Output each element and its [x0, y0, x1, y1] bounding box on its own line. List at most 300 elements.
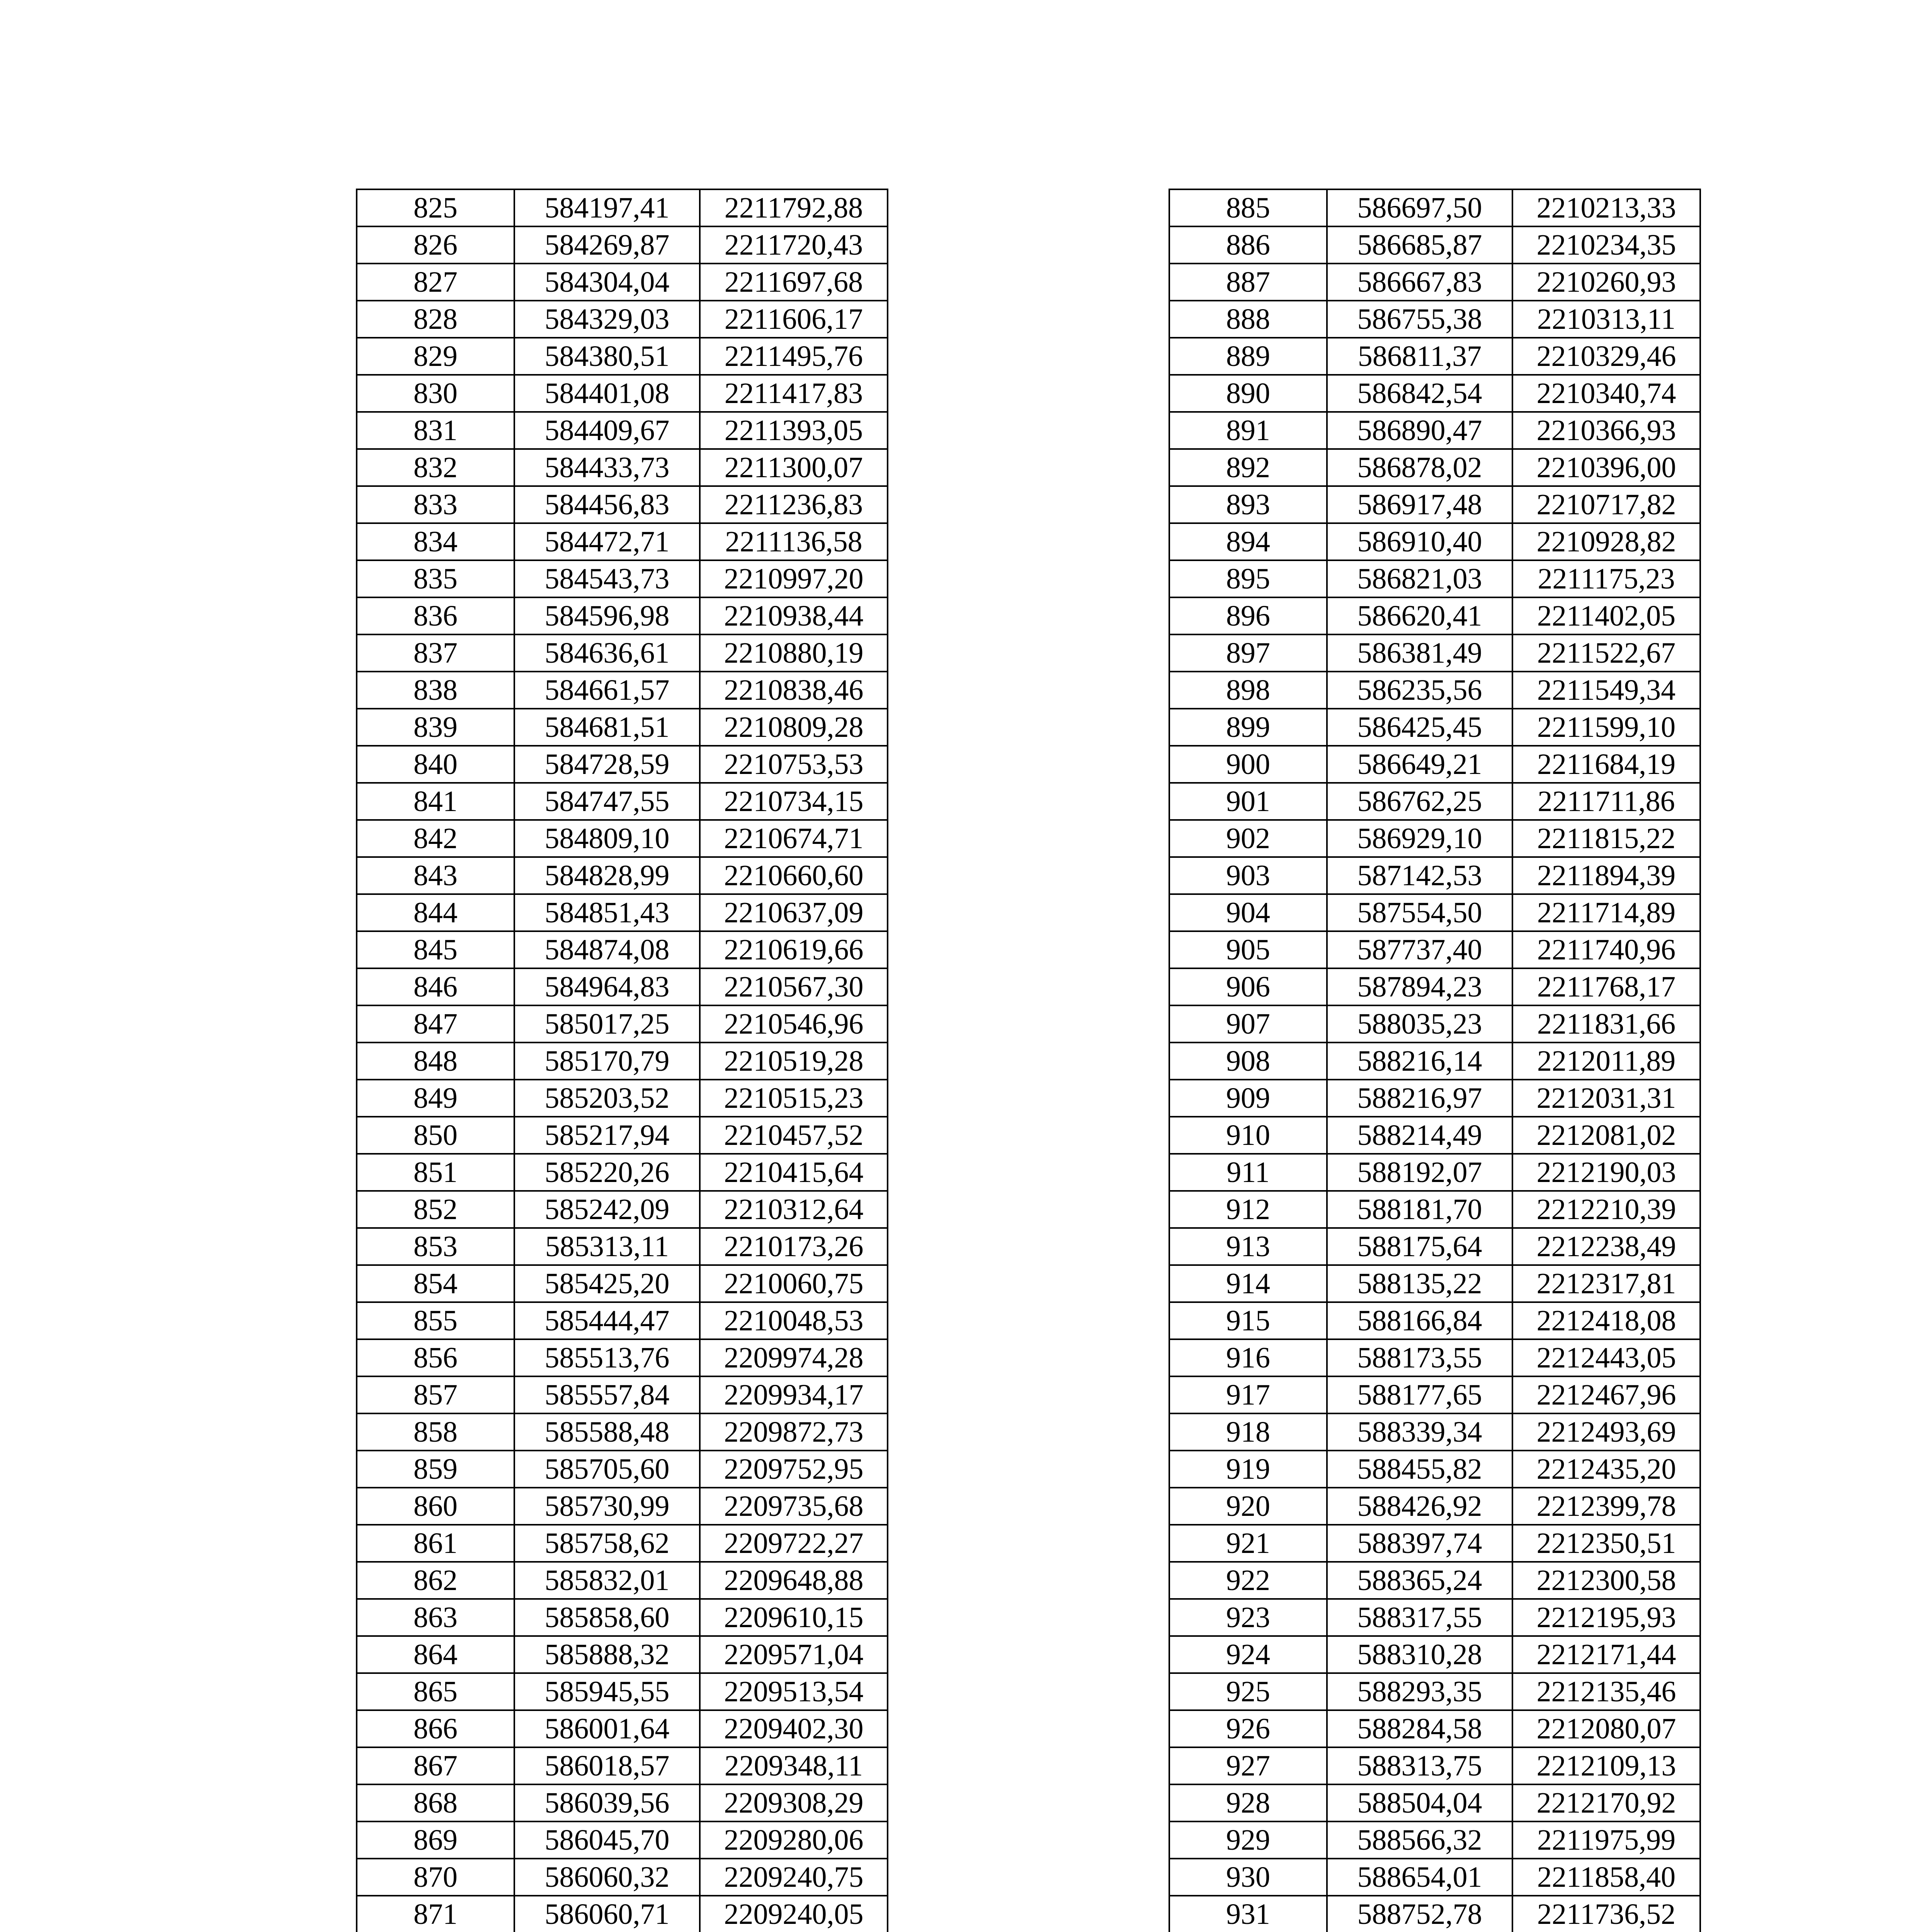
- x-coordinate-cell: 586039,56: [514, 1784, 700, 1821]
- y-coordinate-cell: 2209735,68: [700, 1488, 888, 1525]
- table-row: [1169, 560, 1700, 597]
- point-number-cell: 858: [357, 1413, 514, 1451]
- point-number-cell: 856: [357, 1339, 514, 1376]
- y-coordinate-cell: 2211831,66: [1512, 1005, 1700, 1043]
- y-coordinate-cell: 2212238,49: [1512, 1228, 1700, 1265]
- point-number-cell: 918: [1169, 1413, 1327, 1451]
- table-row: [357, 1376, 888, 1413]
- point-number-cell: 864: [357, 1636, 514, 1673]
- point-number-cell: 927: [1169, 1747, 1327, 1784]
- table-row: [357, 857, 888, 894]
- point-number-cell: 889: [1169, 338, 1327, 375]
- point-number-cell: 910: [1169, 1117, 1327, 1154]
- y-coordinate-cell: 2210546,96: [700, 1005, 888, 1043]
- point-number-cell: 861: [357, 1525, 514, 1562]
- point-number-cell: 928: [1169, 1784, 1327, 1821]
- x-coordinate-cell: 585313,11: [514, 1228, 700, 1265]
- point-number-cell: 888: [1169, 301, 1327, 338]
- x-coordinate-cell: 588313,75: [1327, 1747, 1512, 1784]
- table-row: [357, 1005, 888, 1043]
- point-number-cell: 903: [1169, 857, 1327, 894]
- table-row: [1169, 1413, 1700, 1451]
- x-coordinate-cell: 588214,49: [1327, 1117, 1512, 1154]
- y-coordinate-cell: 2210173,26: [700, 1228, 888, 1265]
- y-coordinate-cell: 2211402,05: [1512, 597, 1700, 634]
- table-row: [357, 1043, 888, 1080]
- x-coordinate-cell: 586425,45: [1327, 709, 1512, 746]
- y-coordinate-cell: 2210457,52: [700, 1117, 888, 1154]
- x-coordinate-cell: 584964,83: [514, 968, 700, 1005]
- point-number-cell: 895: [1169, 560, 1327, 597]
- y-coordinate-cell: 2210519,28: [700, 1043, 888, 1080]
- y-coordinate-cell: 2209752,95: [700, 1451, 888, 1488]
- y-coordinate-cell: 2210619,66: [700, 931, 888, 968]
- y-coordinate-cell: 2210234,35: [1512, 226, 1700, 264]
- table-row: [357, 226, 888, 264]
- table-row: [357, 1896, 888, 1932]
- x-coordinate-cell: 584661,57: [514, 672, 700, 709]
- y-coordinate-cell: 2211417,83: [700, 375, 888, 412]
- x-coordinate-cell: 586878,02: [1327, 449, 1512, 486]
- coordinates-table-left: [356, 189, 888, 1932]
- y-coordinate-cell: 2212170,92: [1512, 1784, 1700, 1821]
- y-coordinate-cell: 2211495,76: [700, 338, 888, 375]
- table-row: [357, 1821, 888, 1859]
- y-coordinate-cell: 2211714,89: [1512, 894, 1700, 931]
- y-coordinate-cell: 2212467,96: [1512, 1376, 1700, 1413]
- table-row: [1169, 634, 1700, 672]
- table-row: [357, 1154, 888, 1191]
- y-coordinate-cell: 2212171,44: [1512, 1636, 1700, 1673]
- y-coordinate-cell: 2210415,64: [700, 1154, 888, 1191]
- y-coordinate-cell: 2211975,99: [1512, 1821, 1700, 1859]
- y-coordinate-cell: 2210734,15: [700, 783, 888, 820]
- y-coordinate-cell: 2210717,82: [1512, 486, 1700, 523]
- point-number-cell: 829: [357, 338, 514, 375]
- y-coordinate-cell: 2210637,09: [700, 894, 888, 931]
- x-coordinate-cell: 585425,20: [514, 1265, 700, 1302]
- table-row: [357, 1191, 888, 1228]
- point-number-cell: 862: [357, 1562, 514, 1599]
- point-number-cell: 930: [1169, 1859, 1327, 1896]
- y-coordinate-cell: 2210340,74: [1512, 375, 1700, 412]
- point-number-cell: 896: [1169, 597, 1327, 634]
- y-coordinate-cell: 2210313,11: [1512, 301, 1700, 338]
- point-number-cell: 894: [1169, 523, 1327, 560]
- point-number-cell: 834: [357, 523, 514, 560]
- x-coordinate-cell: 586890,47: [1327, 412, 1512, 449]
- point-number-cell: 841: [357, 783, 514, 820]
- y-coordinate-cell: 2212195,93: [1512, 1599, 1700, 1636]
- point-number-cell: 868: [357, 1784, 514, 1821]
- y-coordinate-cell: 2211768,17: [1512, 968, 1700, 1005]
- point-number-cell: 899: [1169, 709, 1327, 746]
- table-row: [1169, 931, 1700, 968]
- table-row: [357, 1784, 888, 1821]
- table-row: [357, 968, 888, 1005]
- y-coordinate-cell: 2211606,17: [700, 301, 888, 338]
- x-coordinate-cell: 586685,87: [1327, 226, 1512, 264]
- table-row: [357, 783, 888, 820]
- point-number-cell: 863: [357, 1599, 514, 1636]
- x-coordinate-cell: 584636,61: [514, 634, 700, 672]
- table-row: [1169, 412, 1700, 449]
- x-coordinate-cell: 588317,55: [1327, 1599, 1512, 1636]
- point-number-cell: 838: [357, 672, 514, 709]
- table-row: [1169, 857, 1700, 894]
- point-number-cell: 860: [357, 1488, 514, 1525]
- x-coordinate-cell: 586811,37: [1327, 338, 1512, 375]
- y-coordinate-cell: 2209934,17: [700, 1376, 888, 1413]
- point-number-cell: 849: [357, 1080, 514, 1117]
- point-number-cell: 828: [357, 301, 514, 338]
- point-number-cell: 890: [1169, 375, 1327, 412]
- point-number-cell: 846: [357, 968, 514, 1005]
- table-row: [1169, 226, 1700, 264]
- point-number-cell: 926: [1169, 1710, 1327, 1747]
- x-coordinate-cell: 584828,99: [514, 857, 700, 894]
- y-coordinate-cell: 2211720,43: [700, 226, 888, 264]
- point-number-cell: 859: [357, 1451, 514, 1488]
- table-row: [1169, 1043, 1700, 1080]
- x-coordinate-cell: 585557,84: [514, 1376, 700, 1413]
- y-coordinate-cell: 2210880,19: [700, 634, 888, 672]
- y-coordinate-cell: 2212317,81: [1512, 1265, 1700, 1302]
- x-coordinate-cell: 588181,70: [1327, 1191, 1512, 1228]
- table-row: [1169, 1191, 1700, 1228]
- table-row: [1169, 672, 1700, 709]
- y-coordinate-cell: 2211599,10: [1512, 709, 1700, 746]
- table-row: [1169, 597, 1700, 634]
- point-number-cell: 848: [357, 1043, 514, 1080]
- x-coordinate-cell: 588175,64: [1327, 1228, 1512, 1265]
- x-coordinate-cell: 586060,71: [514, 1896, 700, 1932]
- x-coordinate-cell: 584851,43: [514, 894, 700, 931]
- point-number-cell: 921: [1169, 1525, 1327, 1562]
- point-number-cell: 916: [1169, 1339, 1327, 1376]
- table-row: [357, 1339, 888, 1376]
- y-coordinate-cell: 2209348,11: [700, 1747, 888, 1784]
- table-row: [1169, 1896, 1700, 1932]
- table-row: [357, 746, 888, 783]
- table-row: [1169, 1154, 1700, 1191]
- y-coordinate-cell: 2210312,64: [700, 1191, 888, 1228]
- table-row: [1169, 486, 1700, 523]
- point-number-cell: 867: [357, 1747, 514, 1784]
- y-coordinate-cell: 2209722,27: [700, 1525, 888, 1562]
- x-coordinate-cell: 588310,28: [1327, 1636, 1512, 1673]
- y-coordinate-cell: 2211711,86: [1512, 783, 1700, 820]
- point-number-cell: 893: [1169, 486, 1327, 523]
- x-coordinate-cell: 585203,52: [514, 1080, 700, 1117]
- y-coordinate-cell: 2209610,15: [700, 1599, 888, 1636]
- x-coordinate-cell: 584472,71: [514, 523, 700, 560]
- point-number-cell: 865: [357, 1673, 514, 1710]
- point-number-cell: 854: [357, 1265, 514, 1302]
- table-row: [357, 1525, 888, 1562]
- point-number-cell: 912: [1169, 1191, 1327, 1228]
- table-row: [1169, 1859, 1700, 1896]
- y-coordinate-cell: 2210674,71: [700, 820, 888, 857]
- point-number-cell: 827: [357, 264, 514, 301]
- x-coordinate-cell: 586045,70: [514, 1821, 700, 1859]
- y-coordinate-cell: 2209240,75: [700, 1859, 888, 1896]
- point-number-cell: 839: [357, 709, 514, 746]
- y-coordinate-cell: 2211792,88: [700, 189, 888, 226]
- x-coordinate-cell: 586929,10: [1327, 820, 1512, 857]
- x-coordinate-cell: 585888,32: [514, 1636, 700, 1673]
- y-coordinate-cell: 2209240,05: [700, 1896, 888, 1932]
- point-number-cell: 891: [1169, 412, 1327, 449]
- x-coordinate-cell: 588397,74: [1327, 1525, 1512, 1562]
- y-coordinate-cell: 2211815,22: [1512, 820, 1700, 857]
- x-coordinate-cell: 588173,55: [1327, 1339, 1512, 1376]
- x-coordinate-cell: 588654,01: [1327, 1859, 1512, 1896]
- table-row: [357, 449, 888, 486]
- y-coordinate-cell: 2212493,69: [1512, 1413, 1700, 1451]
- x-coordinate-cell: 588752,78: [1327, 1896, 1512, 1932]
- point-number-cell: 887: [1169, 264, 1327, 301]
- y-coordinate-cell: 2211858,40: [1512, 1859, 1700, 1896]
- x-coordinate-cell: 585832,01: [514, 1562, 700, 1599]
- point-number-cell: 853: [357, 1228, 514, 1265]
- point-number-cell: 840: [357, 746, 514, 783]
- point-number-cell: 826: [357, 226, 514, 264]
- x-coordinate-cell: 588216,97: [1327, 1080, 1512, 1117]
- table-row: [357, 1599, 888, 1636]
- y-coordinate-cell: 2211236,83: [700, 486, 888, 523]
- point-number-cell: 906: [1169, 968, 1327, 1005]
- y-coordinate-cell: 2212435,20: [1512, 1451, 1700, 1488]
- table-row: [357, 1636, 888, 1673]
- y-coordinate-cell: 2211736,52: [1512, 1896, 1700, 1932]
- table-row: [1169, 1673, 1700, 1710]
- x-coordinate-cell: 588177,65: [1327, 1376, 1512, 1413]
- table-row: [1169, 1821, 1700, 1859]
- table-row: [357, 264, 888, 301]
- table-row: [1169, 1784, 1700, 1821]
- table-row: [357, 486, 888, 523]
- x-coordinate-cell: 586620,41: [1327, 597, 1512, 634]
- point-number-cell: 871: [357, 1896, 514, 1932]
- point-number-cell: 885: [1169, 189, 1327, 226]
- point-number-cell: 831: [357, 412, 514, 449]
- point-number-cell: 835: [357, 560, 514, 597]
- y-coordinate-cell: 2210567,30: [700, 968, 888, 1005]
- table-row: [357, 1228, 888, 1265]
- table-row: [1169, 1525, 1700, 1562]
- point-number-cell: 886: [1169, 226, 1327, 264]
- point-number-cell: 922: [1169, 1562, 1327, 1599]
- x-coordinate-cell: 584747,55: [514, 783, 700, 820]
- point-number-cell: 929: [1169, 1821, 1327, 1859]
- table-row: [357, 1710, 888, 1747]
- point-number-cell: 898: [1169, 672, 1327, 709]
- x-coordinate-cell: 586381,49: [1327, 634, 1512, 672]
- table-row: [1169, 1080, 1700, 1117]
- x-coordinate-cell: 584409,67: [514, 412, 700, 449]
- x-coordinate-cell: 588284,58: [1327, 1710, 1512, 1747]
- x-coordinate-cell: 584380,51: [514, 338, 700, 375]
- table-row: [357, 1859, 888, 1896]
- x-coordinate-cell: 584304,04: [514, 264, 700, 301]
- x-coordinate-cell: 586762,25: [1327, 783, 1512, 820]
- x-coordinate-cell: 588365,24: [1327, 1562, 1512, 1599]
- x-coordinate-cell: 587554,50: [1327, 894, 1512, 931]
- point-number-cell: 844: [357, 894, 514, 931]
- x-coordinate-cell: 584197,41: [514, 189, 700, 226]
- y-coordinate-cell: 2210753,53: [700, 746, 888, 783]
- table-row: [1169, 1376, 1700, 1413]
- x-coordinate-cell: 586667,83: [1327, 264, 1512, 301]
- point-number-cell: 855: [357, 1302, 514, 1339]
- table-row: [357, 1265, 888, 1302]
- x-coordinate-cell: 586001,64: [514, 1710, 700, 1747]
- x-coordinate-cell: 585758,62: [514, 1525, 700, 1562]
- table-row: [1169, 449, 1700, 486]
- table-row: [357, 1413, 888, 1451]
- point-number-cell: 925: [1169, 1673, 1327, 1710]
- y-coordinate-cell: 2210396,00: [1512, 449, 1700, 486]
- table-row: [1169, 1005, 1700, 1043]
- point-number-cell: 833: [357, 486, 514, 523]
- y-coordinate-cell: 2210938,44: [700, 597, 888, 634]
- point-number-cell: 908: [1169, 1043, 1327, 1080]
- table-row: [357, 1117, 888, 1154]
- y-coordinate-cell: 2211393,05: [700, 412, 888, 449]
- x-coordinate-cell: 584456,83: [514, 486, 700, 523]
- y-coordinate-cell: 2209402,30: [700, 1710, 888, 1747]
- y-coordinate-cell: 2209308,29: [700, 1784, 888, 1821]
- table-row: [1169, 301, 1700, 338]
- point-number-cell: 825: [357, 189, 514, 226]
- point-number-cell: 870: [357, 1859, 514, 1896]
- x-coordinate-cell: 586917,48: [1327, 486, 1512, 523]
- x-coordinate-cell: 588293,35: [1327, 1673, 1512, 1710]
- x-coordinate-cell: 585220,26: [514, 1154, 700, 1191]
- table-row: [357, 1451, 888, 1488]
- point-number-cell: 901: [1169, 783, 1327, 820]
- y-coordinate-cell: 2211522,67: [1512, 634, 1700, 672]
- x-coordinate-cell: 584809,10: [514, 820, 700, 857]
- y-coordinate-cell: 2210838,46: [700, 672, 888, 709]
- table-row: [1169, 1339, 1700, 1376]
- table-row: [357, 189, 888, 226]
- point-number-cell: 905: [1169, 931, 1327, 968]
- x-coordinate-cell: 586821,03: [1327, 560, 1512, 597]
- y-coordinate-cell: 2212210,39: [1512, 1191, 1700, 1228]
- x-coordinate-cell: 587894,23: [1327, 968, 1512, 1005]
- table-row: [357, 1747, 888, 1784]
- y-coordinate-cell: 2210060,75: [700, 1265, 888, 1302]
- table-row: [357, 301, 888, 338]
- x-coordinate-cell: 588216,14: [1327, 1043, 1512, 1080]
- table-row: [357, 1488, 888, 1525]
- table-row: [1169, 375, 1700, 412]
- table-row: [1169, 523, 1700, 560]
- point-number-cell: 902: [1169, 820, 1327, 857]
- table-row: [1169, 968, 1700, 1005]
- table-row: [357, 412, 888, 449]
- x-coordinate-cell: 585705,60: [514, 1451, 700, 1488]
- table-row: [1169, 1451, 1700, 1488]
- x-coordinate-cell: 585217,94: [514, 1117, 700, 1154]
- coordinates-table-right: [1169, 189, 1701, 1932]
- y-coordinate-cell: 2211684,19: [1512, 746, 1700, 783]
- point-number-cell: 931: [1169, 1896, 1327, 1932]
- table-row: [357, 1302, 888, 1339]
- point-number-cell: 919: [1169, 1451, 1327, 1488]
- table-row: [357, 820, 888, 857]
- table-row: [1169, 820, 1700, 857]
- point-number-cell: 842: [357, 820, 514, 857]
- x-coordinate-cell: 588192,07: [1327, 1154, 1512, 1191]
- point-number-cell: 832: [357, 449, 514, 486]
- table-row: [1169, 264, 1700, 301]
- point-number-cell: 851: [357, 1154, 514, 1191]
- y-coordinate-cell: 2212300,58: [1512, 1562, 1700, 1599]
- point-number-cell: 904: [1169, 894, 1327, 931]
- y-coordinate-cell: 2211300,07: [700, 449, 888, 486]
- x-coordinate-cell: 585513,76: [514, 1339, 700, 1376]
- y-coordinate-cell: 2211894,39: [1512, 857, 1700, 894]
- y-coordinate-cell: 2212350,51: [1512, 1525, 1700, 1562]
- table-row: [1169, 1228, 1700, 1265]
- x-coordinate-cell: 588035,23: [1327, 1005, 1512, 1043]
- table-row: [1169, 1636, 1700, 1673]
- x-coordinate-cell: 587737,40: [1327, 931, 1512, 968]
- point-number-cell: 869: [357, 1821, 514, 1859]
- y-coordinate-cell: 2212399,78: [1512, 1488, 1700, 1525]
- y-coordinate-cell: 2211549,34: [1512, 672, 1700, 709]
- table-row: [1169, 783, 1700, 820]
- point-number-cell: 907: [1169, 1005, 1327, 1043]
- point-number-cell: 843: [357, 857, 514, 894]
- y-coordinate-cell: 2212135,46: [1512, 1673, 1700, 1710]
- x-coordinate-cell: 584329,03: [514, 301, 700, 338]
- table-row: [357, 894, 888, 931]
- table-row: [1169, 746, 1700, 783]
- x-coordinate-cell: 584543,73: [514, 560, 700, 597]
- table-row: [1169, 1747, 1700, 1784]
- point-number-cell: 830: [357, 375, 514, 412]
- table-row: [357, 634, 888, 672]
- table-row: [357, 597, 888, 634]
- table-row: [1169, 1302, 1700, 1339]
- x-coordinate-cell: 587142,53: [1327, 857, 1512, 894]
- x-coordinate-cell: 585858,60: [514, 1599, 700, 1636]
- point-number-cell: 852: [357, 1191, 514, 1228]
- y-coordinate-cell: 2212011,89: [1512, 1043, 1700, 1080]
- point-number-cell: 909: [1169, 1080, 1327, 1117]
- x-coordinate-cell: 588566,32: [1327, 1821, 1512, 1859]
- table-row: [357, 560, 888, 597]
- point-number-cell: 837: [357, 634, 514, 672]
- x-coordinate-cell: 586842,54: [1327, 375, 1512, 412]
- point-number-cell: 836: [357, 597, 514, 634]
- y-coordinate-cell: 2212080,07: [1512, 1710, 1700, 1747]
- table-row: [1169, 1599, 1700, 1636]
- y-coordinate-cell: 2210329,46: [1512, 338, 1700, 375]
- point-number-cell: 911: [1169, 1154, 1327, 1191]
- table-row: [357, 375, 888, 412]
- point-number-cell: 920: [1169, 1488, 1327, 1525]
- y-coordinate-cell: 2210515,23: [700, 1080, 888, 1117]
- table-row: [1169, 1488, 1700, 1525]
- x-coordinate-cell: 586649,21: [1327, 746, 1512, 783]
- y-coordinate-cell: 2211697,68: [700, 264, 888, 301]
- table-row: [357, 1673, 888, 1710]
